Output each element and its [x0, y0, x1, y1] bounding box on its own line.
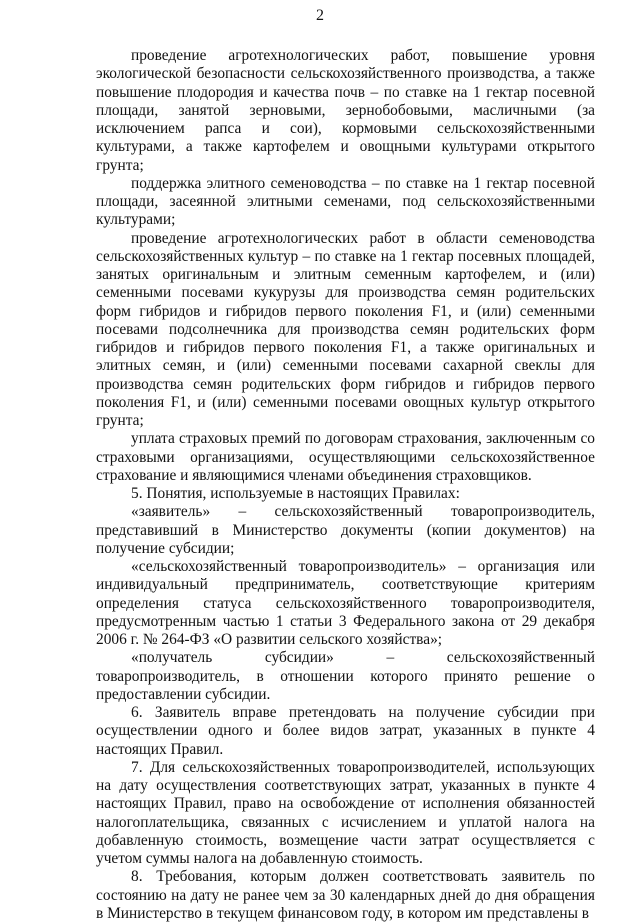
document-body	[96, 47, 595, 923]
paragraph-5-definitions: 5. Понятия, используемые в настоящих Правилах:	[131, 485, 460, 502]
paragraph-seed-production-works: проведение агротехнологических работ в области семеноводства сельскохозяйственных культур – по ставке на 1 гектар посевных площадей, занятых оригинальным и элитным семенным картофелем, и (или) семенными посевами кукурузы для производства семян родительских форм гибридов и гибридов первого поколения F1, и (или) семенными посевами подсолнечника для производства семян родительских форм гибридов и гибридов первого поколения F1, а также оригинальных и элитных семян, и (или) семенными посевами сахарной свеклы для производства семян родительских форм гибридов и гибридов первого поколения F1, и (или) семенными посевами овощных культур открытого грунта;	[96, 229, 595, 429]
paragraph-definition-producer: «сельскохозяйственный товаропроизводитель» – организация или индивидуальный предприниматель, соответствующие критериям определения статуса сельскохозяйственного товаропроизводителя, предусмотренным частью 1 статьи 3 Федерального закона от 29 декабря 2006 г. № 264-ФЗ «О развитии сельского хозяйства»;	[96, 558, 595, 648]
paragraph-8-requirements: 8. Требования, которым должен соответствовать заявитель по состоянию на дату не ранее чем за 30 календарных дней до дня обращения в Министерство в текущем финансовом году, в котором им представлены в	[96, 868, 595, 922]
paragraph-6-eligibility: 6. Заявитель вправе претендовать на получение субсидии при осуществлении одного и более видов затрат, указанных в пункте 4 настоящих Правил.	[96, 704, 595, 758]
paragraph-definition-recipient: «получатель субсидии» – сельскохозяйственный товаропроизводитель, в отношении которого принято решение о предоставлении субсидии.	[96, 649, 595, 703]
paragraph-7-vat: 7. Для сельскохозяйственных товаропроизводителей, использующих на дату осуществления соответствующих затрат, указанных в пункте 4 настоящих Правил, право на освобождение от исполнения обязанностей налогоплательщика, связанных с исчислением и уплатой налога на добавленную стоимость, возмещение части затрат осуществляется с учетом суммы налога на добавленную стоимость.	[96, 758, 595, 867]
paragraph-agrotech-works: проведение агротехнологических работ, повышение уровня экологической безопасности сельскохозяйственного производства, а также повышение плодородия и качества почв – по ставке на 1 гектар посевной площади, занятой зерновыми, зернобобовыми, масличными (за исключением рапса и сои), кормовыми сельскохозяйственными культурами, а также картофелем и овощными культурами открытого грунта;	[96, 47, 595, 174]
paragraph-elite-seed-support: поддержка элитного семеноводства – по ставке на 1 гектар посевной площади, засеянной элитными семенами, под сельскохозяйственными культурами;	[96, 174, 595, 229]
page-number: 2	[316, 7, 324, 24]
paragraph-definition-applicant: «заявитель» – сельскохозяйственный товаропроизводитель, представивший в Министерство документы (копии документов) на получение субсидии;	[96, 503, 595, 557]
paragraph-insurance-premiums: уплата страховых премий по договорам страхования, заключенным со страховыми организациями, осуществляющими сельскохозяйственное страхование и являющимися членами объединения страховщиков.	[96, 430, 595, 484]
